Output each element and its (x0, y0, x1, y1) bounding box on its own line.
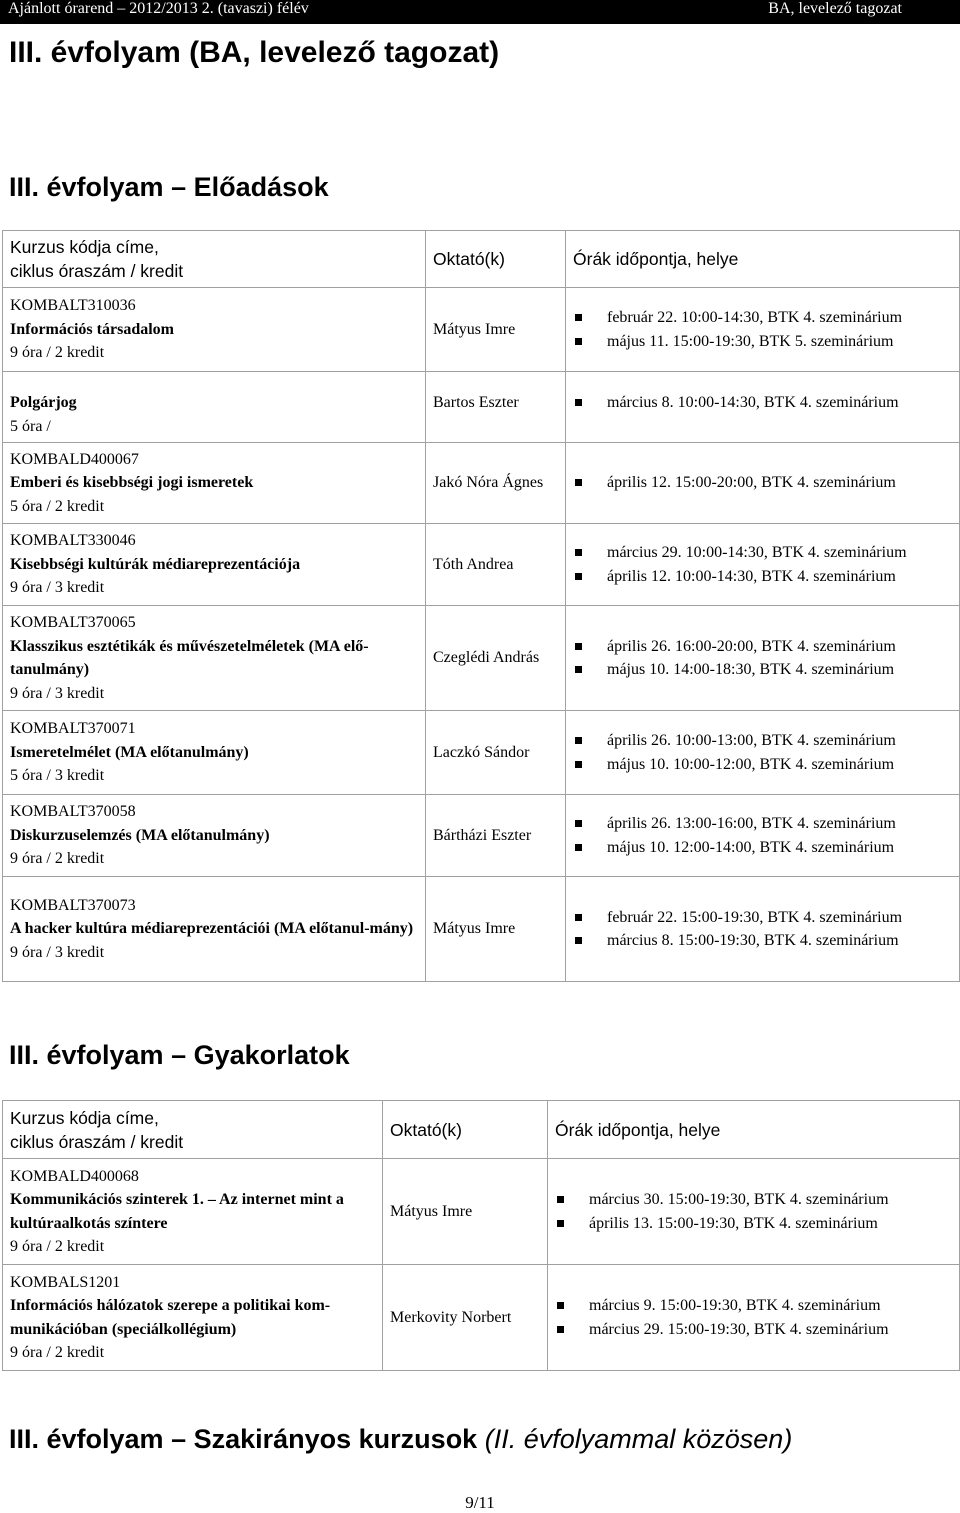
table-header-row (3, 231, 960, 288)
list-item: március 30. 15:00-19:30, BTK 4. szeminárium (555, 1188, 952, 1212)
list-item: április 26. 10:00-13:00, BTK 4. szeminárium (573, 729, 952, 753)
specialized-heading-main: III. évfolyam – Szakirányos kurzusok (9, 1424, 478, 1454)
lectures-table (2, 230, 960, 982)
times-cell (566, 524, 960, 606)
list-item: március 29. 15:00-19:30, BTK 4. szeminárium (555, 1318, 952, 1342)
course-code: KOMBALT330046 (10, 532, 136, 550)
table-row (3, 795, 960, 877)
list-item: május 10. 12:00-14:00, BTK 4. szeminárium (573, 836, 952, 860)
table-row (3, 372, 960, 443)
list-item: március 8. 10:00-14:30, BTK 4. szeminárium (573, 391, 952, 415)
course-cell (3, 288, 426, 372)
table-header-row (3, 1101, 960, 1159)
course-title: Kisebbségi kultúrák médiareprezentációja (10, 555, 301, 573)
course-hours: 9 óra / 3 kredit (10, 684, 105, 702)
course-hours: 5 óra / 3 kredit (10, 767, 105, 785)
course-code: KOMBALT370065 (10, 614, 136, 631)
course-title: Polgárjog (10, 394, 77, 411)
teacher-cell: Merkovity Norbert (383, 1265, 548, 1371)
list-item: február 22. 15:00-19:30, BTK 4. szeminárium (573, 906, 952, 930)
list-item: március 8. 15:00-19:30, BTK 4. szeminárium (573, 929, 952, 953)
times-cell (548, 1265, 960, 1371)
teacher-cell: Tóth Andrea (426, 524, 566, 606)
teacher-cell: Mátyus Imre (426, 877, 566, 982)
specialized-heading-note: (II. évfolyammal közösen) (484, 1424, 793, 1454)
course-code: KOMBALT370073 (10, 896, 136, 914)
list-item: április 26. 13:00-16:00, BTK 4. szeminárium (573, 812, 952, 836)
header-right: BA, levelező tagozat (768, 0, 902, 17)
course-cell (3, 372, 426, 443)
specialized-heading (9, 1424, 792, 1455)
lectures-heading: III. évfolyam – Előadások (9, 172, 329, 202)
course-hours: 9 óra / 3 kredit (10, 579, 105, 597)
times-cell (566, 372, 960, 443)
course-code: KOMBALT370071 (10, 720, 136, 738)
course-title: Klasszikus esztétikák és művészetelméletek (MA elő-tanulmány) (10, 637, 369, 678)
course-title: Ismeretelmélet (MA előtanulmány) (10, 743, 249, 761)
course-cell (3, 606, 426, 711)
column-header-course: Kurzus kódja címe, ciklus óraszám / kredit (3, 1101, 383, 1159)
course-cell (3, 711, 426, 795)
table-row (3, 606, 960, 711)
teacher-cell: Mátyus Imre (383, 1159, 548, 1265)
page-number: 9/11 (465, 1493, 495, 1512)
column-header-course: Kurzus kódja címe, ciklus óraszám / kredit (3, 231, 426, 288)
course-hours: 9 óra / 2 kredit (10, 344, 105, 362)
course-hours: 9 óra / 2 kredit (10, 1238, 105, 1255)
teacher-cell: Bártházi Eszter (426, 795, 566, 877)
times-cell (566, 606, 960, 711)
times-cell (548, 1159, 960, 1265)
times-cell (566, 795, 960, 877)
list-item: február 22. 10:00-14:30, BTK 4. szeminárium (573, 306, 952, 330)
column-header-times: Órák időpontja, helye (548, 1101, 960, 1159)
teacher-cell: Mátyus Imre (426, 288, 566, 372)
list-item: május 10. 10:00-12:00, BTK 4. szeminárium (573, 753, 952, 777)
list-item: május 11. 15:00-19:30, BTK 5. szeminárium (573, 330, 952, 354)
list-item: május 10. 14:00-18:30, BTK 4. szeminárium (573, 658, 952, 682)
course-hours: 9 óra / 2 kredit (10, 1344, 105, 1361)
table-row (3, 1265, 960, 1371)
times-cell (566, 288, 960, 372)
course-hours: 5 óra / (10, 417, 51, 435)
course-title: Információs hálózatok szerepe a politikai kom-munikációban (speciálkollégium) (10, 1297, 331, 1338)
teacher-cell: Bartos Eszter (426, 372, 566, 443)
course-title: Kommunikációs szinterek 1. – Az internet mint a kultúraalkotás színtere (10, 1191, 344, 1232)
course-cell (3, 877, 426, 982)
teacher-cell: Jakó Nóra Ágnes (426, 443, 566, 524)
list-item: március 29. 10:00-14:30, BTK 4. szeminárium (573, 541, 952, 565)
course-cell (3, 443, 426, 524)
list-item: április 12. 10:00-14:30, BTK 4. szeminárium (573, 565, 952, 589)
times-cell (566, 711, 960, 795)
table-row (3, 877, 960, 982)
course-code: KOMBALD400068 (10, 1167, 139, 1185)
column-header-times: Órák időpontja, helye (566, 231, 960, 288)
column-header-teacher: Oktató(k) (426, 231, 566, 288)
times-cell (566, 877, 960, 982)
column-header-teacher: Oktató(k) (383, 1101, 548, 1159)
times-cell (566, 443, 960, 524)
course-title: Diskurzuselemzés (MA előtanulmány) (10, 826, 270, 844)
table-row (3, 711, 960, 795)
table-row (3, 524, 960, 606)
table-row (3, 288, 960, 372)
list-item: április 12. 15:00-20:00, BTK 4. szeminárium (573, 471, 952, 495)
course-code: KOMBALD400067 (10, 450, 139, 468)
practicals-table (2, 1100, 960, 1371)
course-title: Információs társadalom (10, 320, 174, 338)
header-left: Ajánlott órarend – 2012/2013 2. (tavaszi) félév (8, 0, 309, 17)
course-hours: 9 óra / 3 kredit (10, 943, 105, 961)
teacher-cell: Czeglédi András (426, 606, 566, 711)
course-code: KOMBALT370058 (10, 803, 136, 821)
course-cell (3, 1265, 383, 1371)
table-row (3, 443, 960, 524)
table-row (3, 1159, 960, 1265)
course-title: A hacker kultúra médiareprezentációi (MA előtanul-mány) (10, 920, 414, 938)
course-cell (3, 1159, 383, 1265)
page-title: III. évfolyam (BA, levelező tagozat) (9, 36, 500, 69)
course-cell (3, 524, 426, 606)
course-hours: 5 óra / 2 kredit (10, 497, 105, 515)
course-hours: 9 óra / 2 kredit (10, 850, 105, 868)
course-code: KOMBALT310036 (10, 297, 136, 315)
running-header (0, 0, 960, 24)
list-item: március 9. 15:00-19:30, BTK 4. szeminárium (555, 1294, 952, 1318)
list-item: április 26. 16:00-20:00, BTK 4. szeminárium (573, 635, 952, 659)
course-code: KOMBALS1201 (10, 1273, 121, 1291)
practicals-heading: III. évfolyam – Gyakorlatok (9, 1040, 350, 1070)
course-cell (3, 795, 426, 877)
course-title: Emberi és kisebbségi jogi ismeretek (10, 474, 254, 492)
list-item: április 13. 15:00-19:30, BTK 4. szeminárium (555, 1212, 952, 1236)
teacher-cell: Laczkó Sándor (426, 711, 566, 795)
